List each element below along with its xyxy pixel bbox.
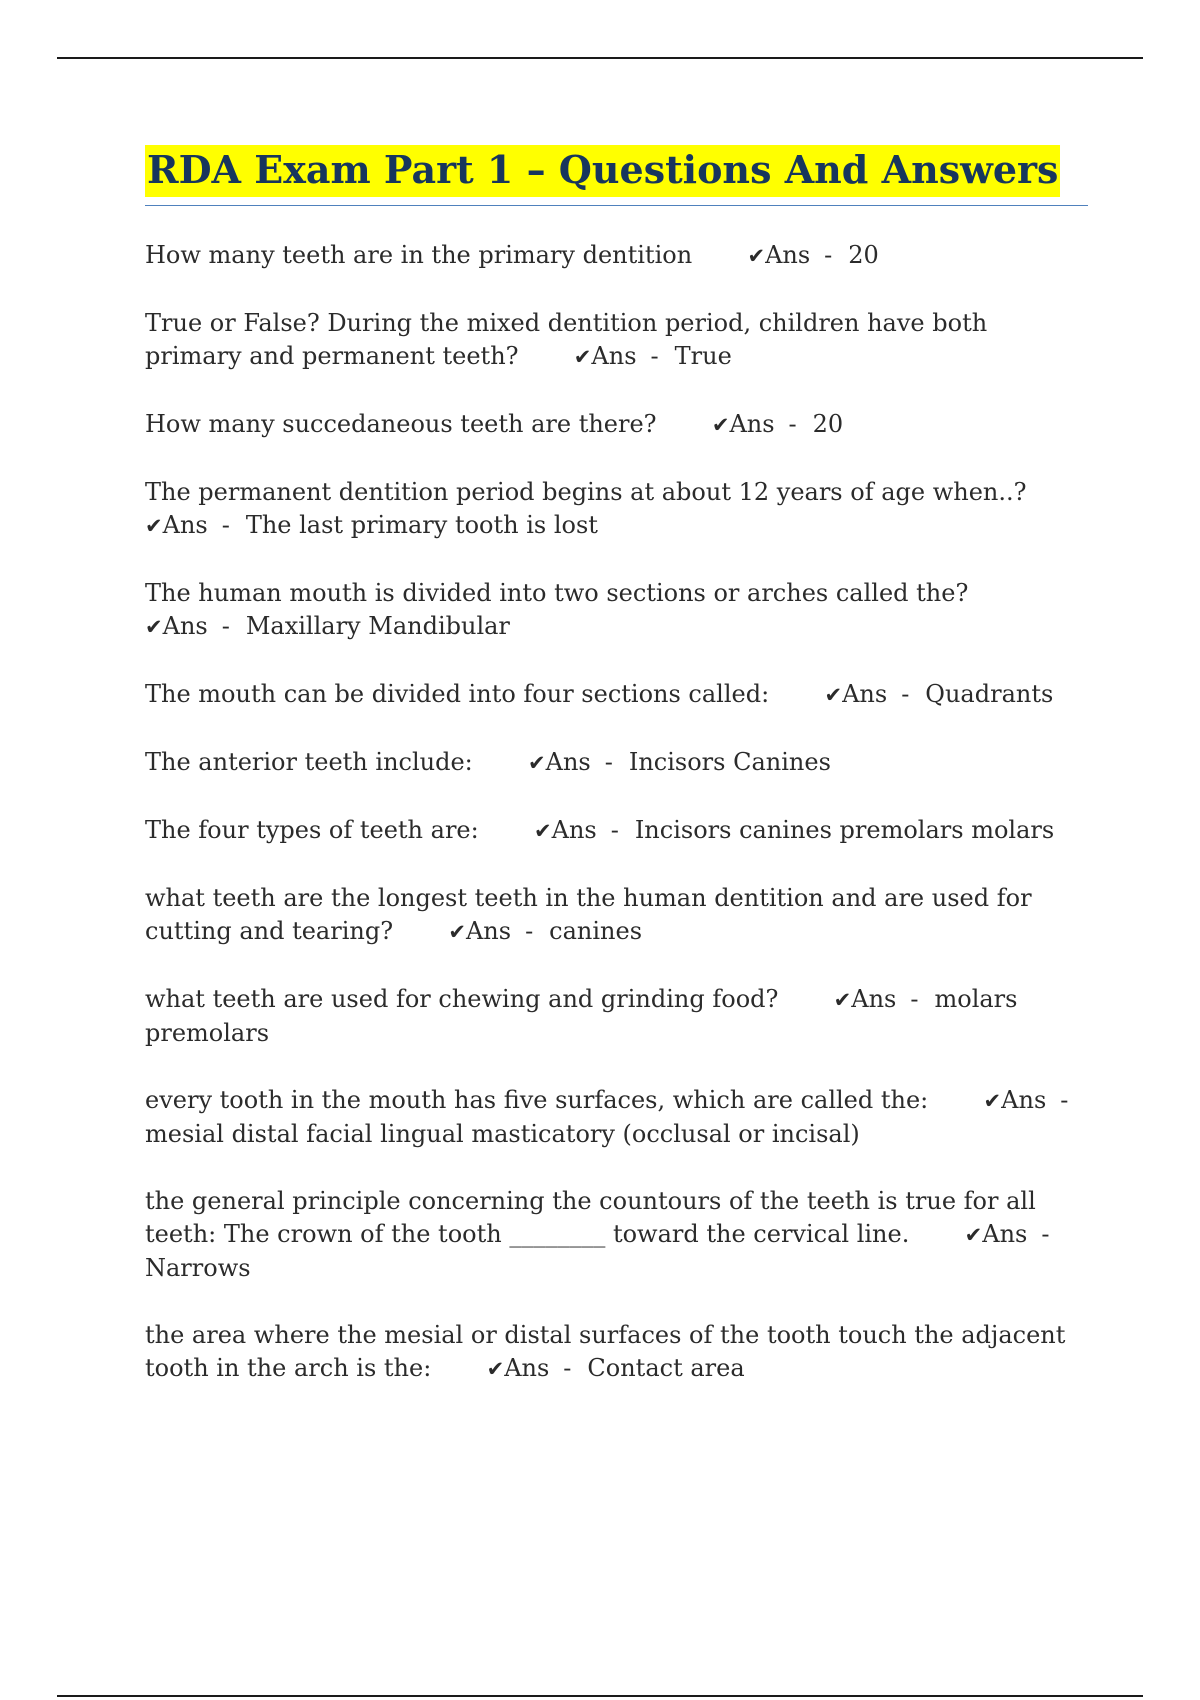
answer-label: Ans bbox=[729, 410, 775, 438]
answer-text: molars premolars bbox=[145, 985, 1018, 1047]
answer-separator: - bbox=[221, 511, 230, 539]
qa-item bbox=[145, 1084, 1085, 1151]
question-text: every tooth in the mouth has five surfaces, which are called the: bbox=[145, 1086, 929, 1114]
answer-text: canines bbox=[549, 917, 643, 945]
answer-label: Ans bbox=[504, 1354, 550, 1382]
answer-separator: - bbox=[1060, 1086, 1069, 1114]
answer-label: Ans bbox=[465, 917, 512, 945]
answer-separator: - bbox=[788, 410, 797, 438]
answer-label: Ans bbox=[842, 680, 888, 708]
qa-item bbox=[145, 577, 1085, 644]
question-text: How many succedaneous teeth are there? bbox=[145, 410, 657, 438]
answer-text: The last primary tooth is lost bbox=[245, 511, 598, 539]
qa-item bbox=[145, 746, 1085, 780]
answer-label: Ans bbox=[1001, 1086, 1047, 1114]
answer-label: Ans bbox=[545, 748, 591, 776]
question-text: what teeth are used for chewing and grinding food? bbox=[145, 985, 779, 1013]
answer-label: Ans bbox=[765, 241, 811, 269]
question-text: The human mouth is divided into two sections or arches called the? bbox=[145, 579, 969, 607]
answer-marker bbox=[528, 748, 629, 776]
answer-text: Maxillary Mandibular bbox=[245, 612, 510, 640]
qa-item bbox=[145, 1319, 1085, 1386]
answer-marker bbox=[834, 985, 935, 1013]
answer-marker bbox=[984, 1086, 1085, 1114]
question-text: the general principle concerning the countours of the teeth is true for all teeth: The crown of the tooth ________ toward the cervical line. bbox=[145, 1187, 1036, 1248]
title-underline bbox=[145, 205, 1088, 206]
answer-text: mesial distal facial lingual masticatory (occlusal or incisal) bbox=[145, 1120, 860, 1148]
question-text: How many teeth are in the primary dentition bbox=[145, 241, 693, 269]
answer-marker bbox=[965, 1220, 1066, 1248]
answer-separator: - bbox=[610, 816, 619, 844]
answer-separator: - bbox=[650, 342, 659, 370]
answer-label: Ans bbox=[162, 511, 208, 539]
answer-text: Incisors Canines bbox=[628, 748, 831, 776]
answer-marker bbox=[824, 680, 925, 708]
bottom-rule bbox=[57, 1695, 1143, 1697]
answer-text: 20 bbox=[812, 410, 844, 438]
qa-item bbox=[145, 678, 1085, 712]
answer-separator: - bbox=[604, 748, 613, 776]
answer-text: Incisors canines premolars molars bbox=[634, 816, 1055, 844]
answer-label: Ans bbox=[591, 342, 637, 370]
answer-label: Ans bbox=[851, 985, 897, 1013]
checkmark-icon: ✔ bbox=[983, 1089, 1002, 1113]
checkmark-icon: ✔ bbox=[964, 1223, 983, 1247]
qa-item bbox=[145, 814, 1085, 848]
question-text: The four types of teeth are: bbox=[145, 816, 479, 844]
answer-marker bbox=[574, 342, 675, 370]
answer-separator: - bbox=[563, 1354, 572, 1382]
answer-marker bbox=[534, 816, 635, 844]
qa-item bbox=[145, 882, 1085, 949]
qa-item bbox=[145, 983, 1085, 1050]
answer-separator: - bbox=[910, 985, 919, 1013]
checkmark-icon: ✔ bbox=[528, 751, 546, 775]
qa-item bbox=[145, 307, 1085, 374]
answer-separator: - bbox=[1041, 1220, 1050, 1248]
question-text: the area where the mesial or distal surfaces of the tooth touch the adjacent tooth in the arch is the: bbox=[145, 1321, 1066, 1382]
question-text: The anterior teeth include: bbox=[145, 748, 473, 776]
answer-separator: - bbox=[901, 680, 910, 708]
qa-item bbox=[145, 408, 1085, 442]
answer-label: Ans bbox=[551, 816, 597, 844]
answer-separator: - bbox=[221, 612, 230, 640]
answer-text: Contact area bbox=[587, 1354, 745, 1382]
qa-item bbox=[145, 1185, 1085, 1285]
checkmark-icon: ✔ bbox=[824, 683, 843, 707]
checkmark-icon: ✔ bbox=[486, 1357, 505, 1381]
answer-text: 20 bbox=[848, 241, 879, 269]
answer-marker bbox=[712, 410, 813, 438]
answer-separator: - bbox=[525, 917, 534, 945]
checkmark-icon: ✔ bbox=[573, 345, 592, 369]
qa-item bbox=[145, 239, 1085, 273]
qa-list bbox=[145, 239, 1085, 1420]
answer-marker bbox=[145, 612, 246, 640]
checkmark-icon: ✔ bbox=[833, 988, 852, 1012]
answer-marker bbox=[145, 511, 246, 539]
question-text: The permanent dentition period begins at about 12 years of age when..? bbox=[145, 478, 1027, 506]
checkmark-icon: ✔ bbox=[711, 413, 730, 437]
answer-text: Narrows bbox=[145, 1254, 251, 1282]
checkmark-icon: ✔ bbox=[534, 819, 552, 843]
answer-marker bbox=[487, 1354, 588, 1382]
answer-label: Ans bbox=[162, 612, 208, 640]
checkmark-icon: ✔ bbox=[747, 244, 766, 268]
top-rule bbox=[57, 57, 1143, 59]
question-text: True or False? During the mixed dentition period, children have both primary and permanent teeth? bbox=[145, 309, 988, 370]
title-block bbox=[145, 145, 1088, 197]
page-title: RDA Exam Part 1 – Questions And Answers bbox=[145, 145, 1060, 197]
answer-marker bbox=[448, 917, 549, 945]
answer-text: Quadrants bbox=[925, 680, 1054, 708]
question-text: The mouth can be divided into four sections called: bbox=[145, 680, 770, 708]
answer-label: Ans bbox=[982, 1220, 1028, 1248]
answer-text: True bbox=[674, 342, 732, 370]
checkmark-icon: ✔ bbox=[145, 514, 163, 538]
answer-separator: - bbox=[824, 241, 833, 269]
checkmark-icon: ✔ bbox=[448, 920, 466, 944]
qa-item bbox=[145, 476, 1085, 543]
question-text: what teeth are the longest teeth in the human dentition and are used for cutting and tearing? bbox=[145, 884, 1032, 945]
checkmark-icon: ✔ bbox=[145, 615, 163, 639]
answer-marker bbox=[747, 241, 848, 269]
